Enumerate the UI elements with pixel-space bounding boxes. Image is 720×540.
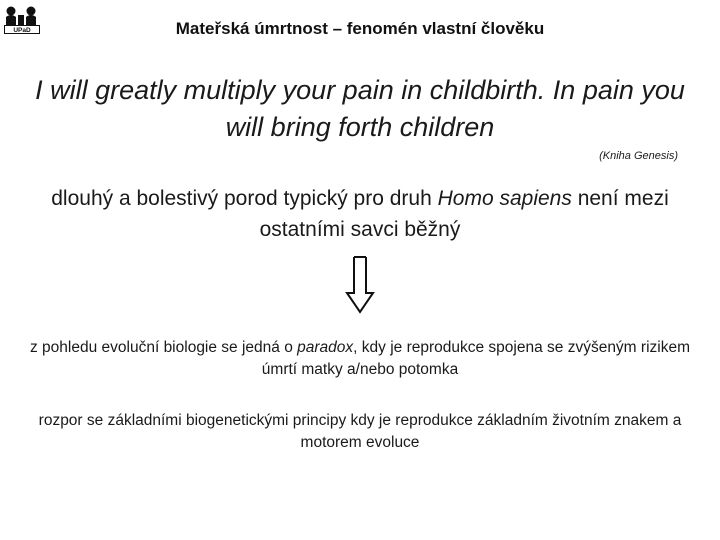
paragraph-contradiction: rozpor se základními biogenetickými principy kdy je reprodukce základním životním znakem a motorem evoluce	[38, 412, 682, 451]
statement-part1: dlouhý a bolestivý porod typický pro druh	[51, 187, 438, 210]
statement	[40, 183, 680, 245]
quote-source: (Kniha Genesis)	[599, 150, 678, 162]
statement-part2: není mezi ostatními savci běžný	[259, 187, 669, 241]
paragraph1-part2: , kdy je reprodukce spojena se zvýšeným rizikem úmrtí matky a/nebo potomka	[261, 339, 690, 378]
page-title: Mateřská úmrtnost – fenomén vlastní člověku	[175, 19, 545, 38]
species-name: Homo sapiens	[437, 187, 572, 210]
logo-text: UPaD	[13, 27, 31, 34]
paradox-term: paradox	[297, 339, 354, 356]
quote-text: I will greatly multiply your pain in childbirth. In pain you will bring forth children	[35, 75, 685, 142]
double-down-arrow-icon	[345, 255, 375, 315]
paragraph1-part1: z pohledu evoluční biologie se jedná o	[30, 339, 298, 356]
paragraph-paradox	[30, 337, 690, 381]
